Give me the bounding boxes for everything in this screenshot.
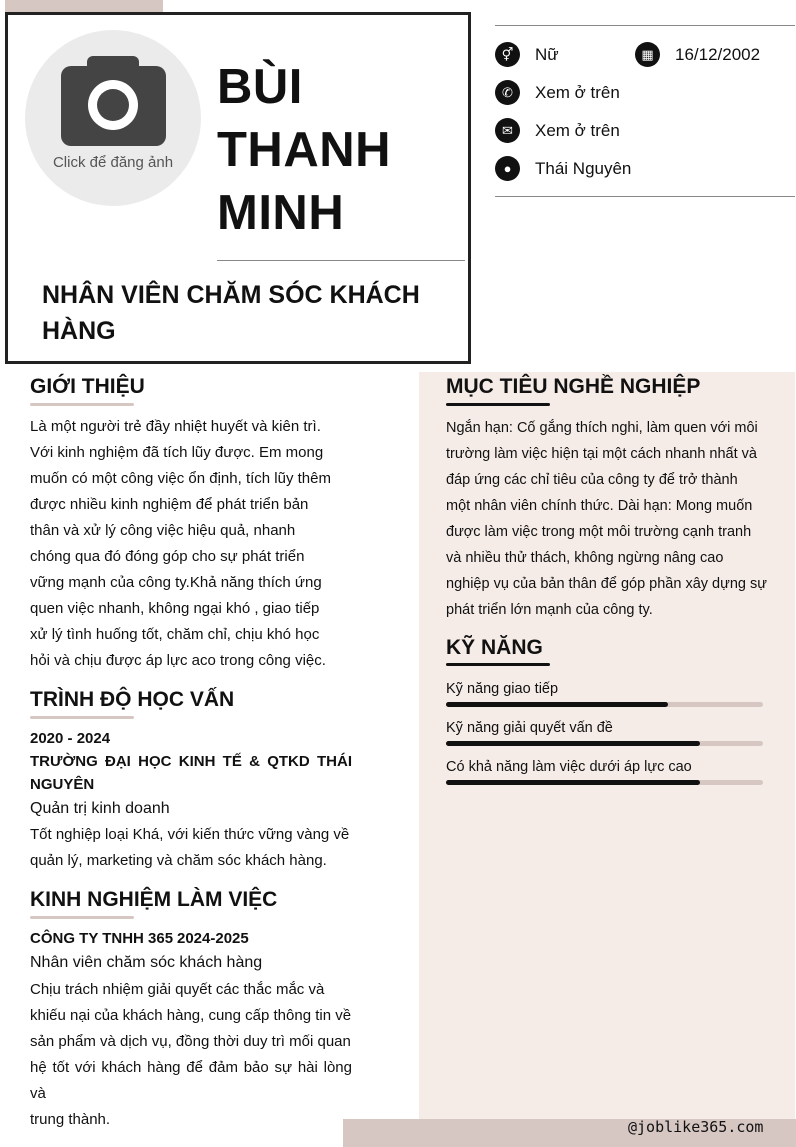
- gender-icon: ⚥: [495, 42, 520, 67]
- skills-title-underline: [446, 663, 550, 666]
- objective-title: MỤC TIÊU NGHỀ NGHIỆP: [446, 375, 701, 398]
- skill-label: Kỹ năng giải quyết vấn đề: [446, 720, 613, 736]
- experience-period: 2024-2025: [177, 930, 249, 947]
- intro-line: chóng qua đó đóng góp cho sự phát triển: [30, 548, 305, 565]
- objective-line: Ngắn hạn: Cố gắng thích nghi, làm quen với môi: [446, 420, 758, 436]
- phone-icon: ✆: [495, 80, 520, 105]
- experience-desc: [30, 977, 352, 1133]
- intro-line: quen việc nhanh, không ngại khó , giao tiếp: [30, 600, 320, 617]
- education-desc-line: Tốt nghiệp loại Khá, với kiến thức vững vàng về: [30, 826, 350, 843]
- experience-desc-line: trung thành.: [30, 1111, 111, 1128]
- intro-line: hỏi và chịu được áp lực aco trong công việc.: [30, 652, 326, 669]
- name-line: MINH: [217, 186, 345, 240]
- job-title: [42, 277, 452, 349]
- education-desc-line: quản lý, marketing và chăm sóc khách hàng.: [30, 852, 327, 869]
- experience-desc-line: hệ tốt với khách hàng để đảm bảo sự hài lòng và: [30, 1059, 352, 1102]
- intro-line: vững mạnh của công ty.Khả năng thích ứng: [30, 574, 322, 591]
- education-desc: [30, 822, 352, 874]
- full-name: [217, 56, 457, 245]
- email-icon: ✉: [495, 118, 520, 143]
- info-top-divider: [495, 25, 795, 26]
- intro-text: [30, 414, 352, 674]
- objective-line: đáp ứng các chỉ tiêu của công ty để trở thành: [446, 472, 738, 488]
- name-divider: [217, 260, 465, 261]
- intro-line: thân và xử lý công việc hiệu quả, nhanh: [30, 522, 296, 539]
- skill-bar-track: [446, 702, 763, 707]
- gender-value: Nữ: [535, 45, 559, 64]
- skill-bar-fill: [446, 702, 668, 707]
- skill-label: Kỹ năng giao tiếp: [446, 681, 559, 697]
- objective-line: nghiệp vụ của bản thân để góp phần xây dựng sự: [446, 576, 767, 592]
- objective-text: [446, 415, 775, 623]
- objective-line: một nhân viên chính thức. Dài hạn: Mong muốn: [446, 498, 753, 514]
- skills-title: KỸ NĂNG: [446, 636, 543, 659]
- watermark: @joblike365.com: [628, 1118, 764, 1136]
- experience-title-underline: [30, 916, 134, 919]
- experience-company: CÔNG TY TNHH 365: [30, 930, 174, 947]
- phone-value: Xem ở trên: [535, 83, 620, 102]
- skill-bar-track: [446, 741, 763, 746]
- location-icon: ●: [495, 156, 520, 181]
- calendar-icon: ▦: [635, 42, 660, 67]
- education-major: Quản trị kinh doanh: [30, 800, 170, 817]
- objective-title-underline: [446, 403, 550, 406]
- intro-line: Với kinh nghiệm đã tích lũy được. Em mong: [30, 444, 324, 461]
- address-value: Thái Nguyên: [535, 159, 632, 178]
- education-title: TRÌNH ĐỘ HỌC VẤN: [30, 688, 235, 711]
- education-period: 2020 - 2024: [30, 730, 111, 747]
- experience-position: Nhân viên chăm sóc khách hàng: [30, 954, 263, 971]
- intro-title-underline: [30, 403, 134, 406]
- info-bottom-divider: [495, 196, 795, 197]
- intro-line: xử lý tình huống tốt, chăm chỉ, chịu khó học: [30, 626, 320, 643]
- experience-title: KINH NGHIỆM LÀM VIỆC: [30, 888, 278, 911]
- photo-caption[interactable]: Click để đăng ảnh: [52, 154, 174, 171]
- email-value: Xem ở trên: [535, 121, 620, 140]
- intro-line: muốn có một công việc ổn định, tích lũy thêm: [30, 470, 331, 487]
- name-line: BÙI: [217, 60, 303, 114]
- intro-line: Là một người trẻ đầy nhiệt huyết và kiên trì.: [30, 418, 321, 435]
- school-line: NGUYÊN: [30, 776, 95, 793]
- experience-desc-line: sản phẩm và dịch vụ, đồng thời duy trì mối quan: [30, 1033, 351, 1050]
- job-title-line: HÀNG: [42, 317, 116, 345]
- experience-desc-line: khiếu nại của khách hàng, cung cấp thông tin về: [30, 1007, 352, 1024]
- skill-bar-fill: [446, 741, 700, 746]
- skill-bar-track: [446, 780, 763, 785]
- objective-line: và nhiều thử thách, không ngừng nâng cao: [446, 550, 724, 566]
- experience-desc-line: Chịu trách nhiệm giải quyết các thắc mắc và: [30, 981, 325, 998]
- camera-lens: [97, 89, 129, 121]
- job-title-line: NHÂN VIÊN CHĂM SÓC KHÁCH: [42, 281, 420, 309]
- name-line: THANH: [217, 123, 391, 177]
- objective-line: trường làm việc hiện tại một cách nhanh nhất và: [446, 446, 757, 462]
- skill-label: Có khả năng làm việc dưới áp lực cao: [446, 759, 692, 775]
- skill-bar-fill: [446, 780, 700, 785]
- intro-title: GIỚI THIỆU: [30, 375, 145, 398]
- intro-line: được nhiều kinh nghiệm để phát triển bản: [30, 496, 309, 513]
- education-title-underline: [30, 716, 134, 719]
- education-school: [30, 750, 352, 796]
- birthdate-value: 16/12/2002: [675, 45, 761, 64]
- objective-line: phát triển lớn mạnh của công ty.: [446, 602, 653, 618]
- objective-line: được làm việc trong một môi trường cạnh tranh: [446, 524, 752, 540]
- school-line: TRƯỜNG ĐẠI HỌC KINH TẾ & QTKD THÁI: [30, 753, 352, 770]
